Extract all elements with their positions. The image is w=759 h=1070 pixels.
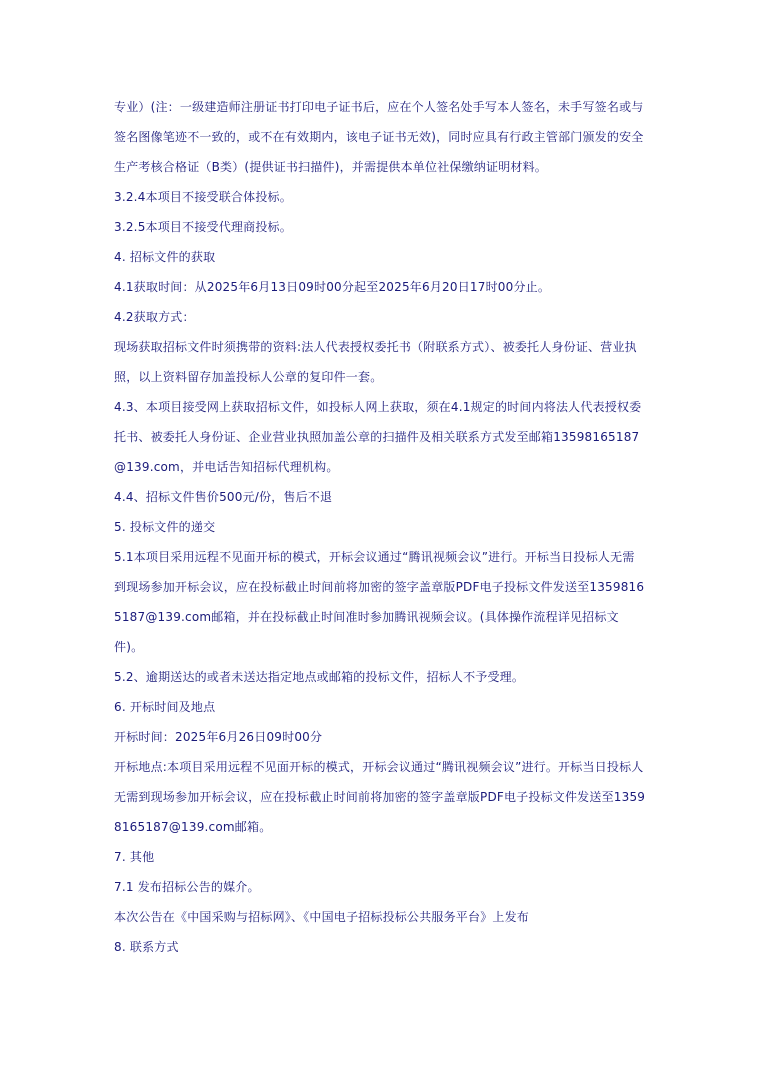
paragraph-3-2-4: 3.2.4本项目不接受联合体投标。 <box>114 190 292 204</box>
section-heading-8: 8. 联系方式 <box>114 940 179 954</box>
section-heading-5: 5. 投标文件的递交 <box>114 520 216 534</box>
paragraph-media: 本次公告在《中国采购与招标网》、《中国电子招标投标公共服务平台》上发布 <box>114 910 530 924</box>
paragraph-4-1: 4.1获取时间：从2025年6月13日09时00分起至2025年6月20日17时00分止。 <box>114 280 551 294</box>
paragraph-3-2-5: 3.2.5本项目不接受代理商投标。 <box>114 220 292 234</box>
paragraph-4-3: 4.3、本项目接受网上获取招标文件，如投标人网上获取，须在4.1规定的时间内将法人代表授权委托书、被委托人身份证、企业营业执照加盖公章的扫描件及相关联系方式发至邮箱13598165187@139.com，并电话告知招标代理机构。 <box>114 400 642 474</box>
document-body <box>114 92 646 962</box>
paragraph-opening-time: 开标时间：2025年6月26日09时00分 <box>114 730 323 744</box>
paragraph-5-1: 5.1本项目采用远程不见面开标的模式，开标会议通过“腾讯视频会议”进行。开标当日投标人无需到现场参加开标会议，应在投标截止时间前将加密的签字盖章版PDF电子投标文件发送至13598165187@139.com邮箱，并在投标截止时间准时参加腾讯视频会议。(具体操作流程详见招标文件)。 <box>114 550 645 654</box>
paragraph-qualification-note: 专业）(注：一级建造师注册证书打印电子证书后，应在个人签名处手写本人签名，未手写签名或与签名图像笔迹不一致的，或不在有效期内，该电子证书无效)，同时应具有行政主管部门颁发的安全生产考核合格证（B类）(提供证书扫描件)，并需提供本单位社保缴纳证明材料。 <box>114 100 644 174</box>
paragraph-5-2: 5.2、逾期送达的或者未送达指定地点或邮箱的投标文件，招标人不予受理。 <box>114 670 525 684</box>
section-heading-4: 4. 招标文件的获取 <box>114 250 216 264</box>
section-heading-6: 6. 开标时间及地点 <box>114 700 216 714</box>
paragraph-opening-location: 开标地点:本项目采用远程不见面开标的模式，开标会议通过“腾讯视频会议”进行。开标当日投标人无需到现场参加开标会议，应在投标截止时间前将加密的签字盖章版PDF电子投标文件发送至13598165187@139.com邮箱。 <box>114 760 646 834</box>
section-heading-7: 7. 其他 <box>114 850 155 864</box>
paragraph-onsite-materials: 现场获取招标文件时须携带的资料:法人代表授权委托书（附联系方式）、被委托人身份证、营业执照，以上资料留存加盖投标人公章的复印件一套。 <box>114 340 637 384</box>
paragraph-7-1: 7.1 发布招标公告的媒介。 <box>114 880 260 894</box>
paragraph-4-4: 4.4、招标文件售价500元/份，售后不退 <box>114 490 333 504</box>
paragraph-4-2: 4.2获取方式： <box>114 310 195 324</box>
